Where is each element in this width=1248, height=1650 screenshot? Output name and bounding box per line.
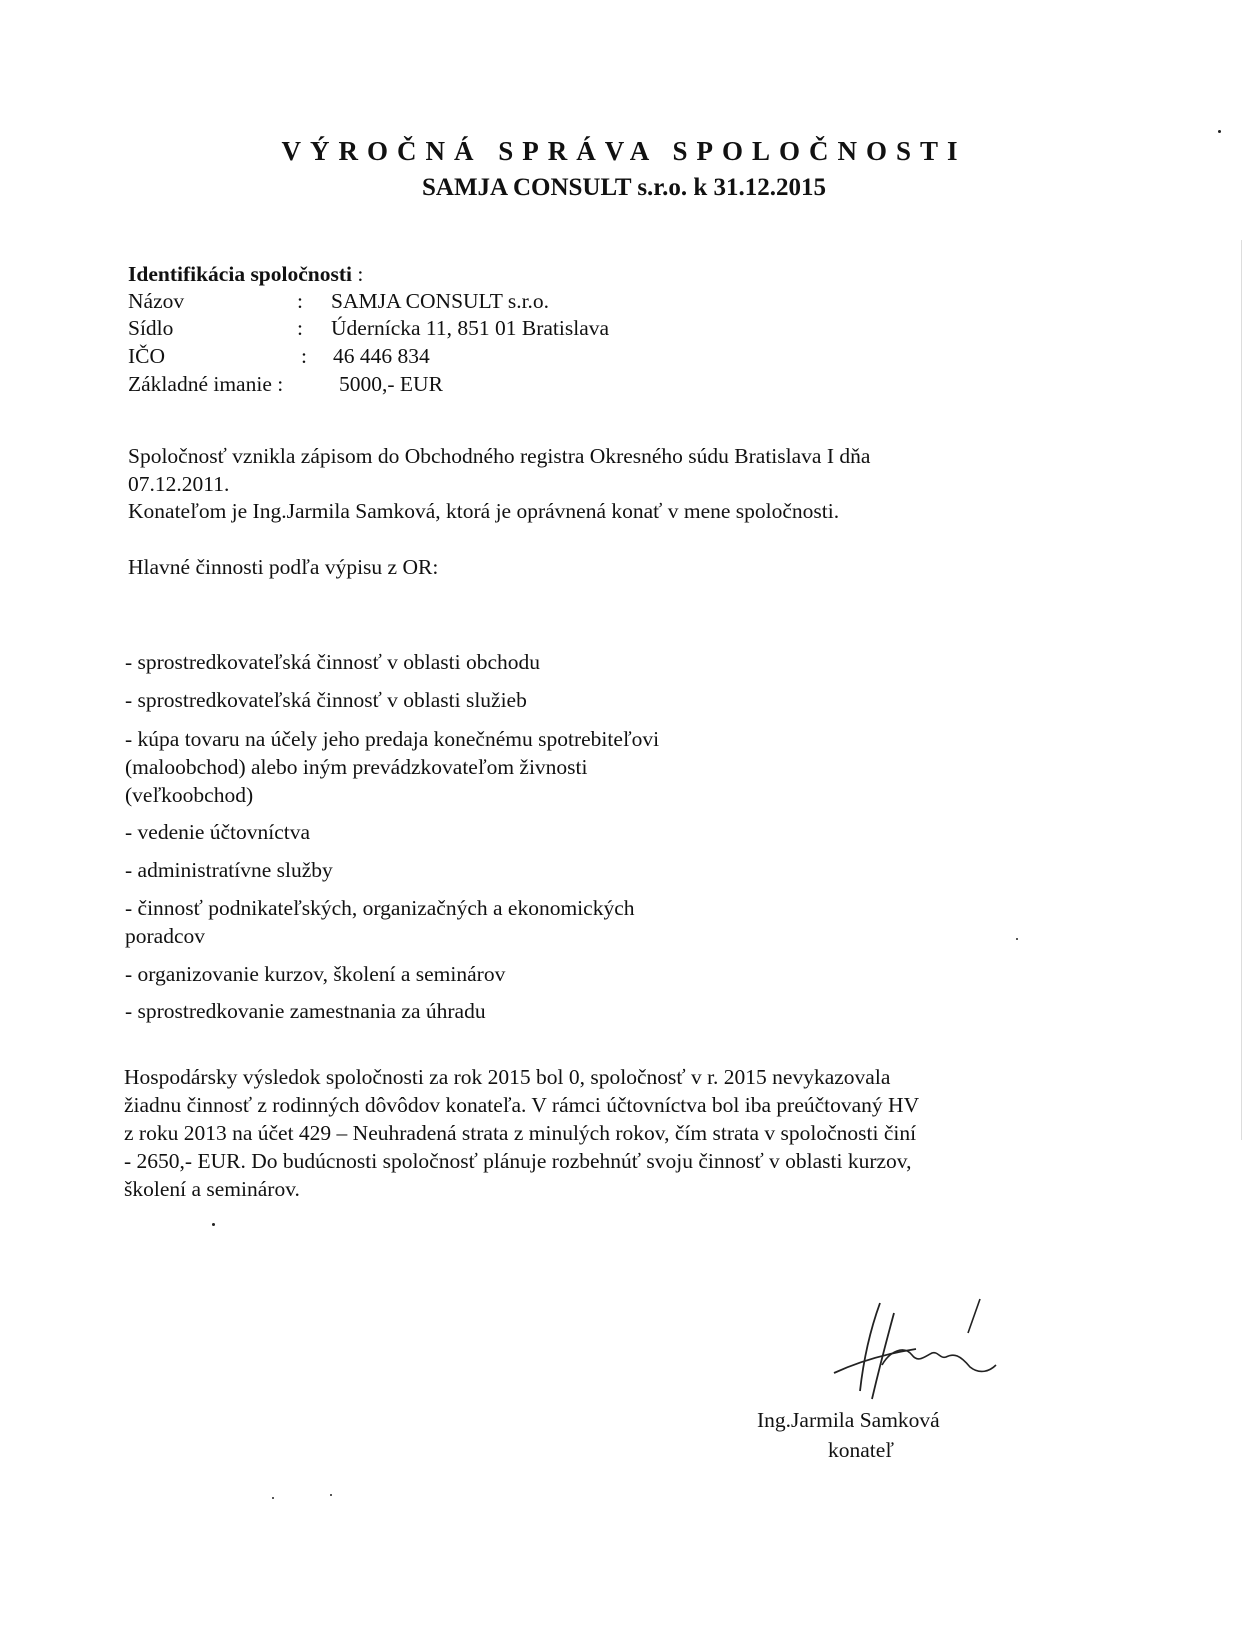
identification-heading-colon: :	[352, 262, 364, 286]
result-line-5: školení a seminárov.	[124, 1177, 300, 1201]
result-line-1: Hospodársky výsledok spoločnosti za rok 2015 bol 0, spoločnosť v r. 2015 nevykazovala	[124, 1065, 891, 1089]
identification-heading	[128, 260, 363, 288]
id-label-seat: Sídlo	[128, 316, 174, 340]
scan-speck	[212, 1223, 215, 1226]
intro-line-1: Spoločnosť vznikla zápisom do Obchodného registra Okresného súdu Bratislava I dňa	[128, 444, 871, 468]
scan-edge-line	[1241, 240, 1242, 1140]
id-value-seat: Údernícka 11, 851 01 Bratislava	[331, 316, 610, 340]
id-sep-ico: :	[301, 344, 307, 368]
activity-item-3-line-2: (maloobchod) alebo iným prevádzkovateľom živnosti	[125, 755, 588, 779]
scan-speck	[272, 1497, 274, 1499]
signature-name: Ing.Jarmila Samková	[757, 1408, 940, 1432]
scan-speck	[330, 1494, 332, 1496]
activity-item-7: - organizovanie kurzov, školení a seminárov	[125, 962, 506, 986]
scan-speck	[1016, 938, 1018, 940]
result-line-2: žiadnu činnosť z rodinných dôvôdov konateľa. V rámci účtovníctva bol iba preúčtovaný HV	[124, 1093, 920, 1117]
activity-item-1: - sprostredkovateľská činnosť v oblasti obchodu	[125, 650, 540, 674]
activity-item-6-line-2: poradcov	[125, 924, 205, 948]
activity-item-3-line-1: - kúpa tovaru na účely jeho predaja konečnému spotrebiteľovi	[125, 727, 660, 751]
activity-item-2: - sprostredkovateľská činnosť v oblasti služieb	[125, 688, 527, 712]
intro-line-3: Konateľom je Ing.Jarmila Samková, ktorá je oprávnená konať v mene spoločnosti.	[128, 499, 840, 523]
page-subtitle: SAMJA CONSULT s.r.o. k 31.12.2015	[421, 174, 827, 201]
signature-role: konateľ	[828, 1438, 895, 1462]
id-label-capital: Základné imanie :	[128, 372, 284, 396]
id-label-ico: IČO	[128, 344, 166, 368]
activity-item-4: - vedenie účtovníctva	[125, 820, 311, 844]
identification-heading-text: Identifikácia spoločnosti	[128, 262, 352, 286]
activity-item-6-line-1: - činnosť podnikateľských, organizačných a ekonomických	[125, 896, 635, 920]
id-sep-name: :	[297, 289, 303, 313]
id-sep-seat: :	[297, 316, 303, 340]
activity-item-5: - administratívne služby	[125, 858, 333, 882]
activities-heading: Hlavné činnosti podľa výpisu z OR:	[128, 555, 439, 579]
id-value-capital: 5000,- EUR	[339, 372, 443, 396]
signature-scribble	[820, 1295, 1020, 1405]
result-line-3: z roku 2013 na účet 429 – Neuhradená strata z minulých rokov, čím strata v spoločnosti činí	[124, 1121, 917, 1145]
id-label-name: Názov	[128, 289, 185, 313]
intro-line-2: 07.12.2011.	[128, 472, 230, 496]
activity-item-3-line-3: (veľkoobchod)	[125, 783, 254, 807]
id-value-ico: 46 446 834	[333, 344, 430, 368]
page-title: VÝROČNÁ SPRÁVA SPOLOČNOSTI	[281, 136, 967, 166]
scan-speck	[1218, 130, 1221, 133]
result-line-4: - 2650,- EUR. Do budúcnosti spoločnosť plánuje rozbehnúť svoju činnosť v oblasti kurzov,	[124, 1149, 912, 1173]
id-value-name: SAMJA CONSULT s.r.o.	[331, 289, 550, 313]
activity-item-8: - sprostredkovanie zamestnania za úhradu	[125, 999, 486, 1023]
